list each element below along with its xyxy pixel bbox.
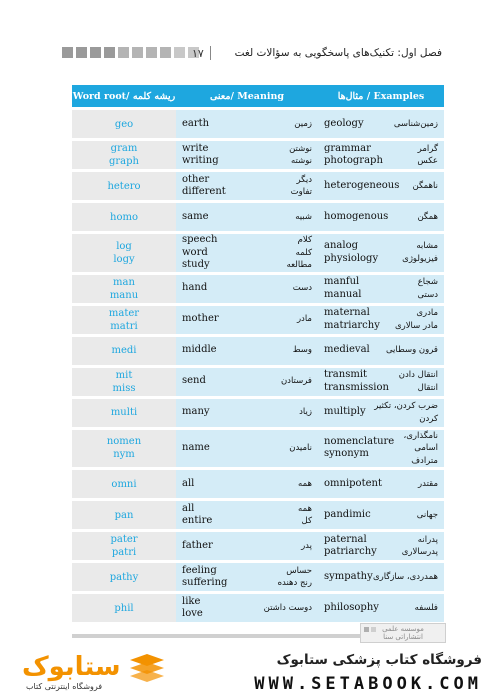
word-root: man [113,276,135,288]
meaning-cell [176,110,318,138]
meaning-persian: کل [301,516,312,526]
examples-cell [318,563,444,591]
word-root: mater [108,307,140,319]
word-root-cell [72,532,176,560]
word-root-cell [72,172,176,200]
example-english: patriarchy [324,546,377,557]
example-english: sympathy [324,570,373,582]
word-root: nym [113,449,135,461]
examples-cell [318,203,444,231]
meaning-persian: پدر [301,540,312,551]
table-row [72,470,444,498]
example-english: maternal [324,307,370,318]
table-header-row [72,85,444,107]
header-examples: مثال‌ها / Examples [318,85,444,107]
word-root-cell [72,368,176,396]
examples-cell [318,594,444,622]
meaning-cell [176,470,318,498]
examples-cell [318,501,444,529]
example-english: matriarchy [324,319,380,331]
word-root: log [116,240,132,252]
header-meaning: معنی/ Meaning [176,85,318,107]
word-root: pathy [109,571,139,583]
meaning-persian: تفاوت [290,187,312,197]
meaning-persian: نامیدن [289,443,312,453]
meaning-english: suffering [182,577,228,588]
meaning-persian: همه [298,503,312,514]
examples-cell [318,337,444,365]
meaning-english: mother [182,313,219,325]
examples-cell [318,234,444,272]
logo-wordmark: ستابوک [22,652,121,682]
meaning-cell [176,368,318,396]
meaning-cell [176,275,318,303]
meaning-cell [176,141,318,169]
examples-cell [318,275,444,303]
meaning-english: writing [182,155,219,166]
meaning-english: study [182,259,210,270]
word-root: gram [110,143,138,154]
example-persian: همگن [417,211,438,222]
example-persian: همدردی، سازگاری [372,571,438,582]
meaning-persian: دیگر [296,174,312,185]
example-english: paternal [324,533,367,545]
example-persian: ناهمگن [412,180,438,191]
meaning-english: hand [182,282,208,294]
logo-subtitle: فروشگاه اینترنتی کتاب [26,682,103,691]
book-logo-icon [128,654,166,684]
example-persian: عکس [417,156,438,166]
meaning-english: like [182,595,201,607]
example-persian: زمین‌شناسی [393,118,438,129]
examples-cell [318,110,444,138]
table-row [72,275,444,303]
table-row [72,337,444,365]
word-root-cell [72,470,176,498]
meaning-english: same [182,210,209,222]
word-root-cell [72,306,176,334]
page-number: ۱۷ [192,47,204,60]
word-root-cell [72,141,176,169]
meaning-persian: نوشته [290,156,312,166]
example-persian: پدرسالاری [401,547,438,557]
word-root-cell [72,563,176,591]
example-persian: انتقال دادن [398,370,438,380]
table-row [72,306,444,334]
meaning-english: different [182,186,226,197]
meaning-cell [176,337,318,365]
word-root: logy [113,253,135,265]
meaning-persian: حساس [286,565,312,576]
meaning-english: love [182,608,203,619]
example-english: philosophy [324,601,379,613]
example-english: medieval [324,344,370,356]
example-english: manful [324,276,360,287]
example-persian: ضرب کردن، تکثیر کردن [374,401,438,424]
example-english: synonym [324,448,369,460]
example-english: omnipotent [324,477,382,489]
meaning-english: send [182,375,206,387]
word-root-cell [72,203,176,231]
word-root-cell [72,110,176,138]
page-header [62,44,442,64]
setabook-logo [20,652,170,692]
word-root: phil [114,602,134,614]
meaning-persian: کلمه [295,247,312,258]
header-decoration [62,47,199,58]
examples-cell [318,470,444,498]
meaning-cell [176,234,318,272]
example-persian: فلسفه [414,602,438,613]
example-english: transmission [324,381,389,393]
example-english: transmit [324,369,368,380]
meaning-cell [176,501,318,529]
example-persian: نامگذاری، اسامی [403,430,438,453]
example-english: analog [324,240,358,252]
word-root-table [72,82,444,625]
table-row [72,563,444,591]
word-root: hetero [107,180,141,192]
meaning-persian: زیاد [299,407,312,418]
meaning-english: all [182,477,195,489]
example-persian: مقتدر [418,478,438,489]
examples-cell [318,306,444,334]
shop-name: فروشگاه کتاب پزشکی ستابوک [276,652,482,668]
meaning-english: feeling [182,564,217,576]
word-root-cell [72,594,176,622]
meaning-english: middle [182,344,217,356]
meaning-persian: زمین [294,118,312,129]
example-persian: پدرانه [417,534,438,545]
table-row [72,141,444,169]
publisher-line1: موسسه علمی [382,625,424,633]
example-persian: قرون وسطایی [385,345,438,356]
example-persian: گرامر [417,143,438,154]
example-english: photograph [324,155,383,166]
word-root: multi [110,407,138,418]
examples-cell [318,532,444,560]
shop-url[interactable]: WWW.SETABOOK.COM [254,674,482,694]
meaning-english: name [182,442,210,453]
table-row [72,399,444,427]
examples-cell [318,368,444,396]
store-banner [0,644,500,700]
example-persian: انتقال [417,382,438,393]
word-root-cell [72,275,176,303]
example-english: nomenclature [324,435,395,447]
meaning-cell [176,594,318,622]
meaning-english: speech [182,234,218,245]
word-root-cell [72,337,176,365]
example-english: pandimic [324,508,371,520]
header-divider [210,46,211,60]
word-root: pan [114,509,134,521]
meaning-english: entire [182,515,213,526]
word-root: geo [114,118,134,130]
word-root: manu [109,289,139,301]
meaning-cell [176,563,318,591]
example-english: geology [324,117,364,129]
word-root: matri [110,320,138,332]
table-row [72,110,444,138]
word-root-cell [72,399,176,427]
word-root-cell [72,430,176,468]
table-row [72,501,444,529]
meaning-english: all [182,502,195,514]
table-row [72,430,444,468]
example-persian: مادر سالاری [394,320,438,331]
example-persian: جهانی [416,509,438,520]
table-row [72,234,444,272]
example-english: homogenous [324,210,389,222]
meaning-persian: همه [298,478,312,489]
meaning-english: father [182,539,213,551]
meaning-persian: دست [292,283,312,294]
example-english: manual [324,288,362,300]
example-persian: مشابه [416,241,438,252]
meaning-english: other [182,173,210,185]
meaning-cell [176,172,318,200]
meaning-persian: مادر [296,314,312,325]
meaning-cell [176,306,318,334]
example-english: physiology [324,252,379,264]
meaning-persian: نوشتن [289,143,312,154]
example-persian: فیزیولوژی [402,253,438,264]
example-english: multiply [324,406,366,418]
example-persian: مترادف [411,455,438,466]
word-root: mit [115,369,133,381]
header-word-root: Word root/ ریشه کلمه [72,85,176,107]
table-row [72,172,444,200]
meaning-english: many [182,406,210,418]
table-row [72,594,444,622]
chapter-title: فصل اول: تکنیک‌های پاسخگویی به سؤالات لغت [234,47,442,59]
word-root: graph [109,156,139,167]
table-row [72,203,444,231]
examples-cell [318,430,444,468]
meaning-cell [176,430,318,468]
examples-cell [318,399,444,427]
word-root: nomen [106,436,142,448]
meaning-cell [176,532,318,560]
word-root-cell [72,501,176,529]
publisher-line2: انتشاراتی سنا [383,633,423,641]
word-root: patri [111,547,137,558]
word-root: homo [110,211,138,223]
meaning-english: word [182,246,208,258]
word-root: miss [112,382,136,394]
publisher-logo [360,623,446,643]
meaning-english: write [182,142,209,154]
example-persian: مادری [416,308,438,318]
meaning-english: earth [182,117,210,129]
meaning-persian: شبیه [295,211,312,222]
meaning-cell [176,203,318,231]
word-root: pater [110,534,138,545]
meaning-persian: دوست داشتن [263,602,312,613]
examples-cell [318,141,444,169]
example-persian: دستی [417,289,438,300]
example-english: grammar [324,142,371,154]
meaning-persian: وسط [292,345,312,356]
word-root-cell [72,234,176,272]
example-persian: شجاع [417,277,438,287]
example-english: heterogeneous [324,179,400,191]
meaning-persian: مطالعه [286,260,312,270]
table-row [72,368,444,396]
word-root: omni [111,478,137,490]
table-row [72,532,444,560]
meaning-persian: کلام [297,235,312,245]
meaning-persian: رنج دهنده [277,578,312,588]
examples-cell [318,172,444,200]
word-root: medi [111,345,137,356]
meaning-persian: فرستادن [280,376,312,387]
meaning-cell [176,399,318,427]
